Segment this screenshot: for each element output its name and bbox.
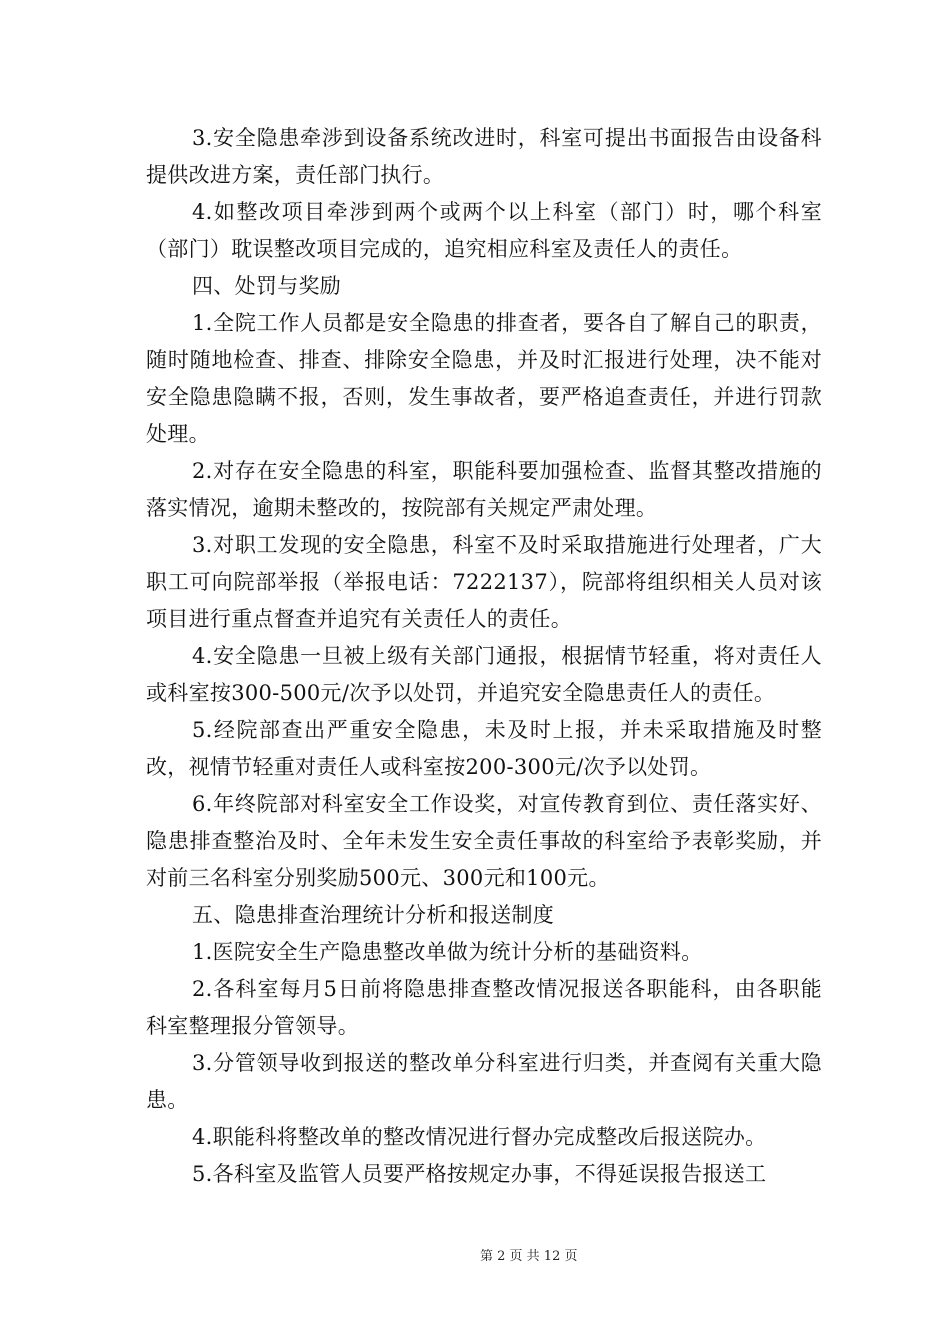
paragraph: 3.对职工发现的安全隐患，科室不及时采取措施进行处理者，广大职工可向院部举报（举报电话：7222137），院部将组织相关人员对该项目进行重点督查并追究有关责任人的责任。 <box>146 533 822 631</box>
page-number-footer: 第 2 页 共 12 页 <box>480 1249 578 1264</box>
paragraph: 3.安全隐患牵涉到设备系统改进时，科室可提出书面报告由设备科提供改进方案，责任部门执行。 <box>146 126 822 187</box>
paragraph: 4.如整改项目牵涉到两个或两个以上科室（部门）时，哪个科室（部门）耽误整改项目完成的，追究相应科室及责任人的责任。 <box>146 200 822 261</box>
paragraph: 1.医院安全生产隐患整改单做为统计分析的基础资料。 <box>192 940 703 964</box>
paragraph: 2.各科室每月5日前将隐患排查整改情况报送各职能科，由各职能科室整理报分管领导。 <box>146 977 822 1038</box>
paragraph: 6.年终院部对科室安全工作设奖，对宣传教育到位、责任落实好、隐患排查整治及时、全年未发生安全责任事故的科室给予表彰奖励，并对前三名科室分别奖励500元、300元和100元。 <box>146 792 822 890</box>
paragraph: 2.对存在安全隐患的科室，职能科要加强检查、监督其整改措施的落实情况，逾期未整改的，按院部有关规定严肃处理。 <box>146 459 822 520</box>
section-heading: 四、处罚与奖励 <box>192 274 342 298</box>
paragraph: 4.职能科将整改单的整改情况进行督办完成整改后报送院办。 <box>192 1125 767 1149</box>
paragraph: 4.安全隐患一旦被上级有关部门通报，根据情节轻重，将对责任人或科室按300-500元/次予以处罚，并追究安全隐患责任人的责任。 <box>146 644 822 705</box>
paragraph: 1.全院工作人员都是安全隐患的排查者，要各自了解自己的职责，随时随地检查、排查、排除安全隐患，并及时汇报进行处理，决不能对安全隐患隐瞒不报，否则，发生事故者，要严格追查责任，并进行罚款处理。 <box>146 311 822 446</box>
document-body <box>146 120 822 1193</box>
paragraph: 5.各科室及监管人员要严格按规定办事，不得延误报告报送工 <box>192 1162 767 1186</box>
section-heading: 五、隐患排查治理统计分析和报送制度 <box>192 903 555 927</box>
paragraph: 3.分管领导收到报送的整改单分科室进行归类，并查阅有关重大隐患。 <box>146 1051 822 1112</box>
paragraph: 5.经院部查出严重安全隐患，未及时上报，并未采取措施及时整改，视情节轻重对责任人或科室按200-300元/次予以处罚。 <box>146 718 822 779</box>
